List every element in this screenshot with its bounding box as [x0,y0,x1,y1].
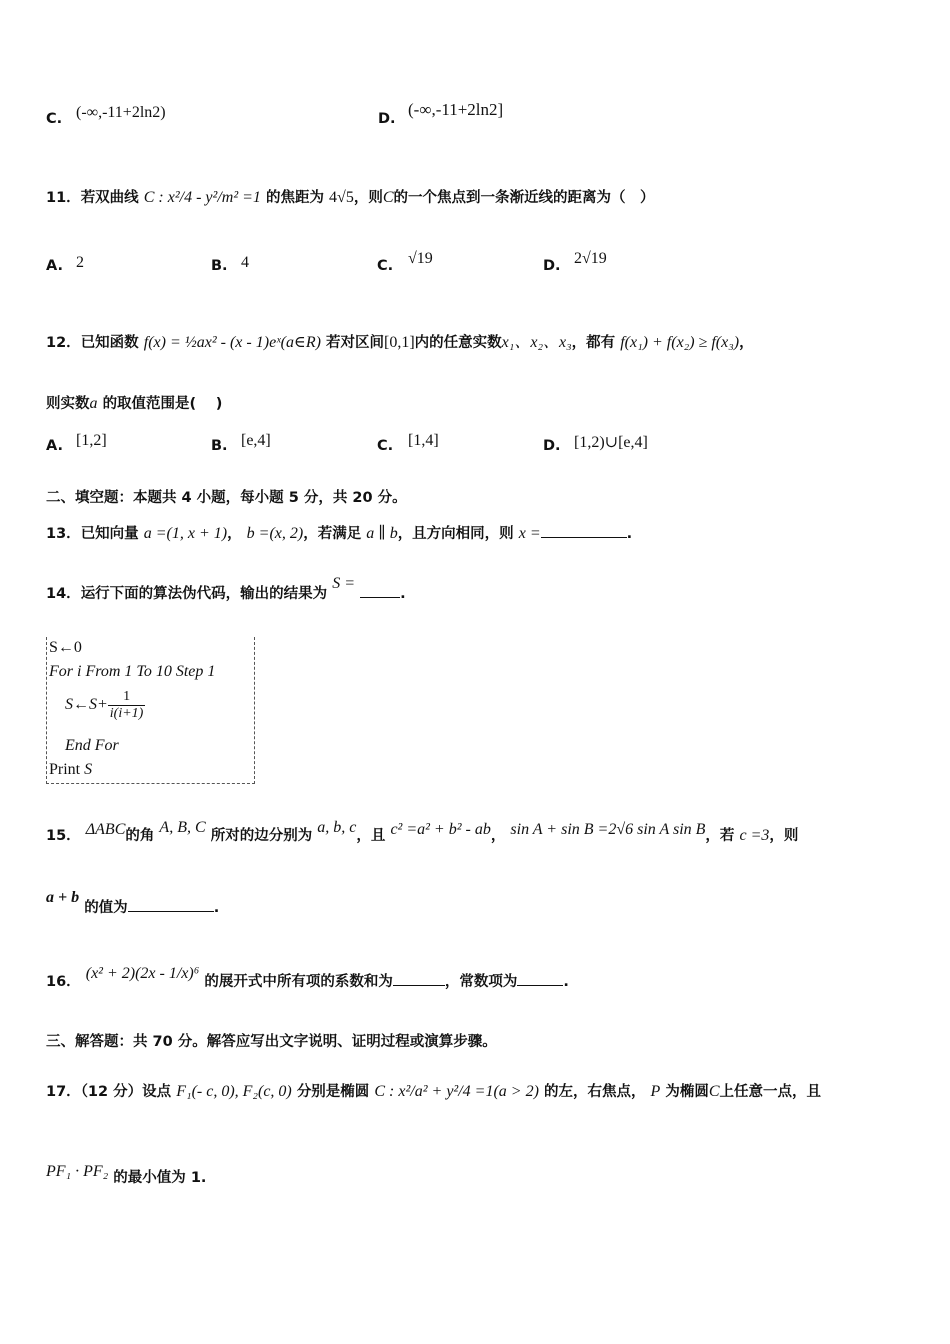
question-text: 的展开式中所有项的系数和为 [204,974,393,990]
question-text: 的一个焦点到一条渐近线的距离为（ ） [393,190,655,206]
question-text: ，且方向相同，则 [397,526,514,542]
question-12 [46,329,754,352]
question-number: 14． [46,586,81,602]
option-value: [1,2] [76,432,107,449]
question-number: 13． [46,526,81,542]
question-text: 若对区间 [326,335,385,351]
hyperbola-equation: C : x²/4 - y²/m² =1 [143,189,261,206]
question-text: ，若满足 [303,526,362,542]
question-text: 已知函数 [80,335,139,351]
question-text: ，若 [705,828,735,844]
question-text: ，则 [769,828,799,844]
option-label: C. [46,111,63,127]
equation-1: c² =a² + b² - ab [390,821,491,838]
answer-blank[interactable] [517,971,563,986]
option-value: 2 [76,254,84,271]
question-text: ， [739,335,754,351]
code-line [65,689,145,722]
option-value: 4 [241,254,249,271]
sum-expression: a + b [46,889,80,906]
question-text: 上任意一点，且 [719,1084,822,1100]
equation-2: sin A + sin B =2√6 sin A sin B [510,821,706,838]
option-value: [1,2)∪[e,4] [574,434,648,451]
question-text: （12 分）设点 [80,1084,172,1100]
answer-blank[interactable] [128,897,214,912]
question-text: . [626,526,633,542]
question-text: ，且 [356,828,386,844]
ellipse-equation: C : x²/a² + y²/4 =1(a > 2) [374,1083,539,1100]
question-17 [46,1080,821,1101]
interval: [0,1] [384,334,415,351]
code-variable: S [84,761,93,778]
option-label: A. [46,258,63,274]
question-text: ，都有 [571,335,616,351]
question-text: 的角 [125,828,155,844]
inequality: f(x₁) + f(x₂) ≥ f(x₃) [620,334,740,351]
dot-product: PF₁ · PF₂ [46,1163,109,1180]
question-15-line-2 [46,889,220,917]
code-line: For i From 1 To 10 Step 1 [49,663,216,680]
option-label: D. [543,438,561,454]
answer-blank[interactable] [541,523,627,538]
section-heading-solutions: 三、解答题：共 70 分。解答应写出文字说明、证明过程或演算步骤。 [46,1034,497,1050]
option-value: 2√19 [574,250,607,267]
option-label: A. [46,438,63,454]
vector-a: a =(1, x + 1) [143,525,228,542]
question-16 [46,965,569,991]
question-text: ， [490,828,506,844]
answer-variable: x = [518,525,541,542]
section-heading-fill-in: 二、填空题：本题共 4 小题，每小题 5 分，共 20 分。 [46,490,407,506]
answer-blank[interactable] [393,971,445,986]
option-label: B. [211,438,228,454]
question-text: 的最小值为 1. [113,1170,207,1186]
output-variable: S = [332,575,356,592]
code-line: End For [65,737,119,754]
question-text: ，则 [353,190,383,206]
question-14 [46,575,406,603]
function-definition: f(x) = ½ax² - (x - 1)eˣ(a∈R) [143,334,321,351]
question-text: 若双曲线 [80,190,139,206]
question-text: 的取值范围是( ) [102,396,223,412]
curve-variable: C [708,1083,720,1100]
fraction [108,689,146,722]
option-value: √19 [408,250,433,267]
q10-option-c [46,108,62,127]
question-number: 12． [46,335,81,351]
answer-blank[interactable] [360,583,400,598]
parallel-condition: a ∥ b [366,525,398,542]
question-text: 内的任意实数 [414,335,502,351]
point-variable: P [650,1083,661,1100]
code-text: S←S+ [65,696,108,714]
pseudocode-box [46,637,255,784]
given-c: c =3 [739,827,770,844]
option-value: [1,4] [408,432,439,449]
question-text: . [213,900,220,916]
foci: F₁(- c, 0), F₂(c, 0) [176,1083,292,1100]
binomial-expression: (x² + 2)(2x - 1/x)⁶ [85,965,200,982]
variables: x₁、x₂、x₃ [501,334,572,351]
question-text: 分别是椭圆 [296,1084,370,1100]
code-line [49,761,92,779]
question-text: ， [227,526,242,542]
question-text: 为椭圆 [665,1084,709,1100]
question-text: . [563,974,569,990]
question-text: 的值为 [84,900,128,916]
sides: a, b, c [317,819,357,836]
code-line: S←0 [49,639,82,656]
triangle: ΔABC [85,821,126,838]
question-text: ，常数项为 [444,974,518,990]
option-label: C. [377,438,394,454]
q10-option-d [378,108,396,127]
question-number: 11． [46,190,81,206]
question-number: 17． [46,1084,81,1100]
question-text: 则实数 [46,396,90,412]
question-13 [46,522,632,543]
question-text: 的左，右焦点， [543,1084,646,1100]
fraction-denominator: i(i+1) [109,706,144,721]
question-text: 已知向量 [80,526,139,542]
question-text: . [400,586,406,602]
question-number: 16． [46,974,81,990]
param-variable: a [89,395,98,412]
q10-option-c-value: (-∞,-11+2ln2) [76,104,166,121]
q10-option-d-value: (-∞,-11+2ln2] [408,100,504,119]
vector-b: b =(x, 2) [246,525,304,542]
option-label: C. [377,258,394,274]
focal-distance: 4√5 [329,189,354,206]
option-label: D. [543,258,561,274]
curve-variable: C [382,189,394,206]
angles: A, B, C [159,819,206,836]
question-text: 运行下面的算法伪代码，输出的结果为 [80,586,328,602]
question-11 [46,186,655,207]
question-number: 15． [46,828,81,844]
option-label: D. [378,111,396,127]
option-label: B. [211,258,228,274]
question-text: 的焦距为 [265,190,324,206]
code-keyword: Print [49,761,81,778]
question-12-line-2 [46,392,222,413]
fraction-numerator: 1 [108,689,146,706]
question-15 [46,819,799,845]
option-value: [e,4] [241,432,271,449]
question-text: 所对的边分别为 [210,828,313,844]
question-17-line-2 [46,1163,207,1187]
